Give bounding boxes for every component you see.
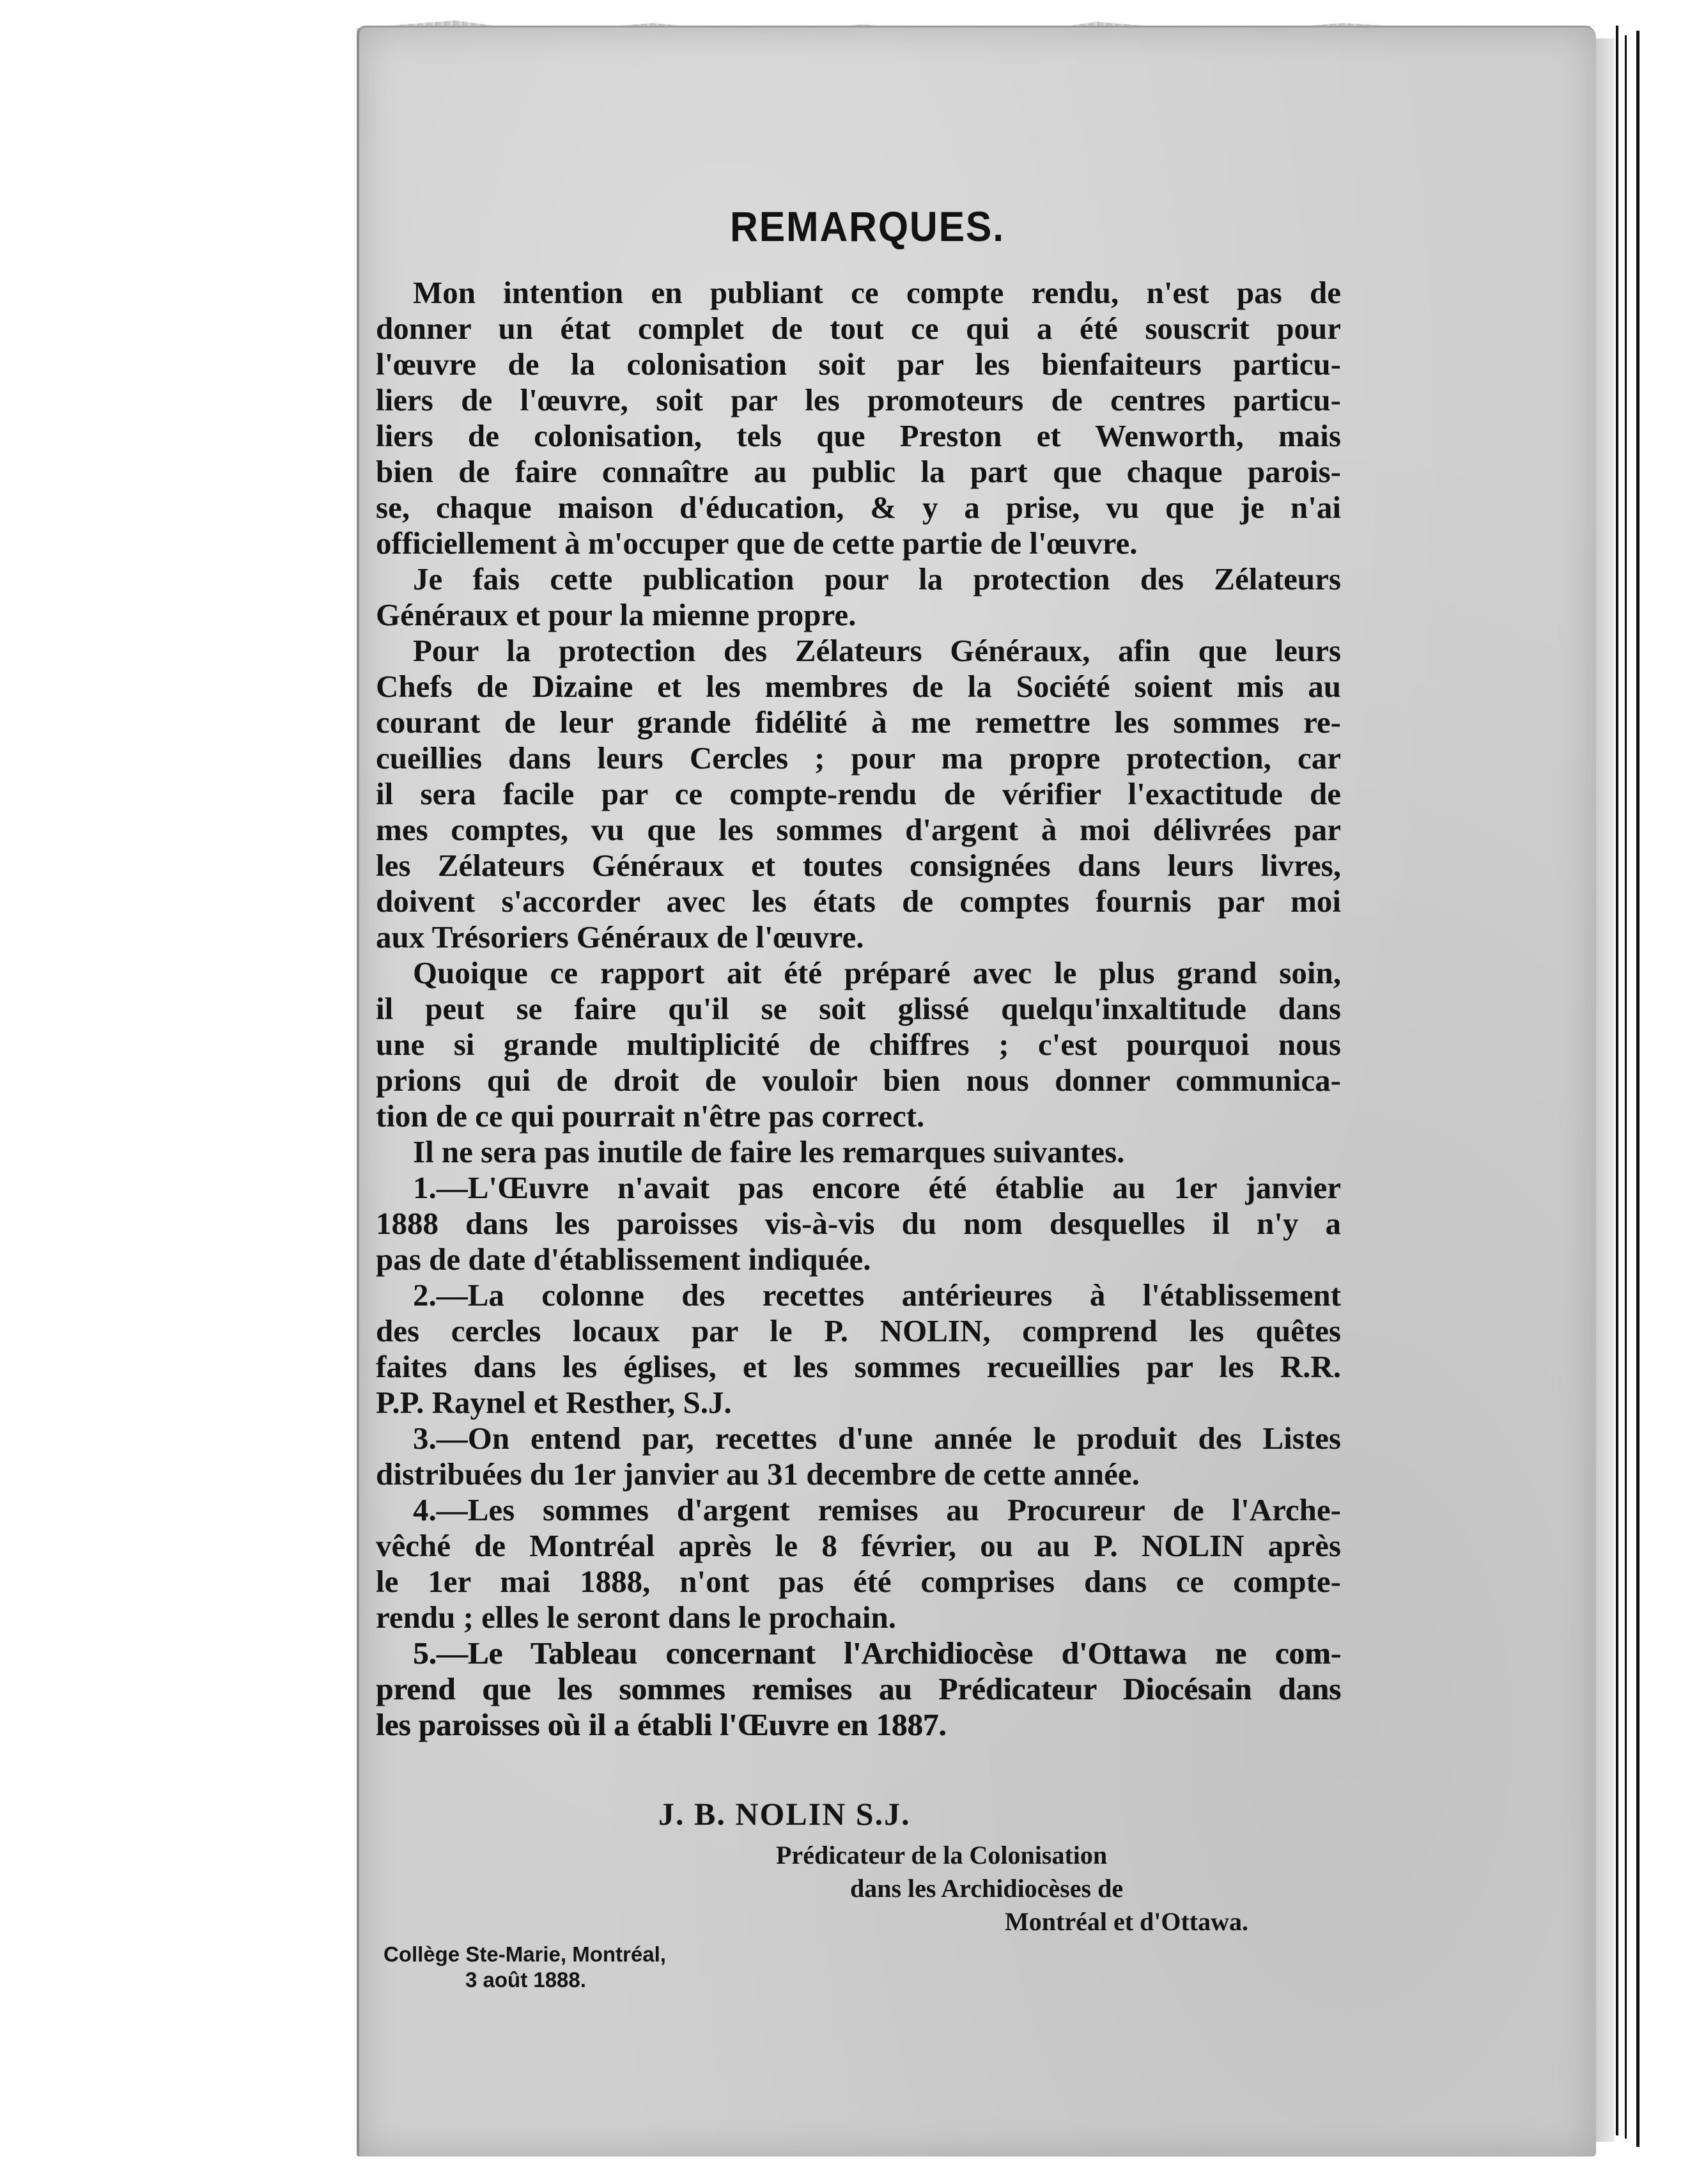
text-line: doivent s'accorder avec les états de comptes fournis par moi [376, 884, 1341, 919]
text-line: distribuées du 1er janvier au 31 decembre de cette année. [376, 1456, 1140, 1492]
text-line: donner un état complet de tout ce qui a été souscrit pour [376, 311, 1341, 346]
text-line: faites dans les églises, et les sommes recueillies par les R.R. [376, 1349, 1341, 1384]
text-line: liers de l'œuvre, soit par les promoteurs de centres particu- [376, 382, 1341, 417]
signature-name: J. B. NOLIN S.J. [658, 1796, 911, 1832]
text-line: cueillies dans leurs Cercles ; pour ma propre protection, car [376, 740, 1341, 776]
text-line: Chefs de Dizaine et les membres de la Société soient mis au [376, 669, 1341, 704]
text-line: Pour la protection des Zélateurs Généraux, afin que leurs [413, 633, 1341, 668]
text-line: aux Trésoriers Généraux de l'œuvre. [376, 919, 864, 955]
text-line: 2.—La colonne des recettes antérieures à l'établissement [413, 1277, 1341, 1313]
text-line: pas de date d'établissement indiquée. [376, 1242, 871, 1277]
text-line: tion de ce qui pourrait n'être pas correct. [376, 1098, 925, 1134]
text-line: 3.—On entend par, recettes d'une année le produit des Listes [413, 1421, 1341, 1456]
signature-title-line: Montréal et d'Ottawa. [1005, 1907, 1249, 1936]
text-line: se, chaque maison d'éducation, & y a prise, vu que je n'ai [376, 490, 1341, 525]
text-line: des cercles locaux par le P. NOLIN, comprend les quêtes [376, 1313, 1341, 1348]
text-line: 1888 dans les paroisses vis-à-vis du nom desquelles il n'y a [376, 1206, 1341, 1241]
text-line: l'œuvre de la colonisation soit par les bienfaiteurs particu- [376, 347, 1341, 382]
text-line: liers de colonisation, tels que Preston et Wenworth, mais [376, 418, 1341, 453]
document-title: REMARQUES. [730, 203, 1005, 250]
text-line: mes comptes, vu que les sommes d'argent à moi délivrées par [376, 812, 1341, 847]
page-edge-shadow [1595, 38, 1615, 2142]
page-edge-line [1616, 26, 1618, 2135]
text-line: 4.—Les sommes d'argent remises au Procureur de l'Arche- [413, 1492, 1341, 1527]
text-line: il peut se faire qu'il se soit glissé quelqu'inxaltitude dans [376, 991, 1341, 1026]
text-line: le 1er mai 1888, n'ont pas été comprises dans ce compte- [376, 1564, 1341, 1599]
text-line: Il ne sera pas inutile de faire les remarques suivantes. [413, 1134, 1125, 1169]
text-line: officiellement à m'occuper que de cette partie de l'œuvre. [376, 526, 1138, 561]
text-line: une si grande multiplicité de chiffres ; c'est pourquoi nous [376, 1027, 1341, 1062]
text-line: P.P. Raynel et Resther, S.J. [376, 1385, 732, 1420]
page-edge-line [1625, 35, 1627, 2139]
signature-title-line: Prédicateur de la Colonisation [776, 1841, 1108, 1869]
text-line: Généraux et pour la mienne propre. [376, 597, 857, 632]
text-line: bien de faire connaître au public la part que chaque parois- [376, 454, 1341, 489]
text-line: il sera facile par ce compte-rendu de vérifier l'exactitude de [376, 776, 1341, 811]
page-edge-line [1636, 31, 1640, 2147]
text-line: prions qui de droit de vouloir bien nous donner communica- [376, 1063, 1341, 1098]
place-line: Collège Ste-Marie, Montréal, [384, 1942, 666, 1966]
signature-title-line: dans les Archidiocèses de [850, 1874, 1124, 1903]
text-line: les paroisses où il a établi l'Œuvre en 1887. [376, 1707, 947, 1742]
text-line: Quoique ce rapport ait été préparé avec le plus grand soin, [413, 955, 1341, 990]
text-line: 5.—Le Tableau concernant l'Archidiocèse d'Ottawa ne com- [413, 1635, 1341, 1671]
text-line: 1.—L'Œuvre n'avait pas encore été établie au 1er janvier [413, 1170, 1341, 1205]
text-line: Je fais cette publication pour la protection des Zélateurs [413, 561, 1341, 597]
text-line: prend que les sommes remises au Prédicateur Diocésain dans [376, 1671, 1341, 1706]
text-line: Mon intention en publiant ce compte rendu, n'est pas de [413, 275, 1341, 310]
text-line: vêché de Montréal après le 8 février, ou au P. NOLIN après [376, 1528, 1341, 1563]
text-line: rendu ; elles le seront dans le prochain. [376, 1600, 897, 1635]
text-line: courant de leur grande fidélité à me remettre les sommes re- [376, 705, 1341, 740]
date-line: 3 août 1888. [465, 1968, 586, 1992]
text-line: les Zélateurs Généraux et toutes consignées dans leurs livres, [376, 848, 1341, 883]
